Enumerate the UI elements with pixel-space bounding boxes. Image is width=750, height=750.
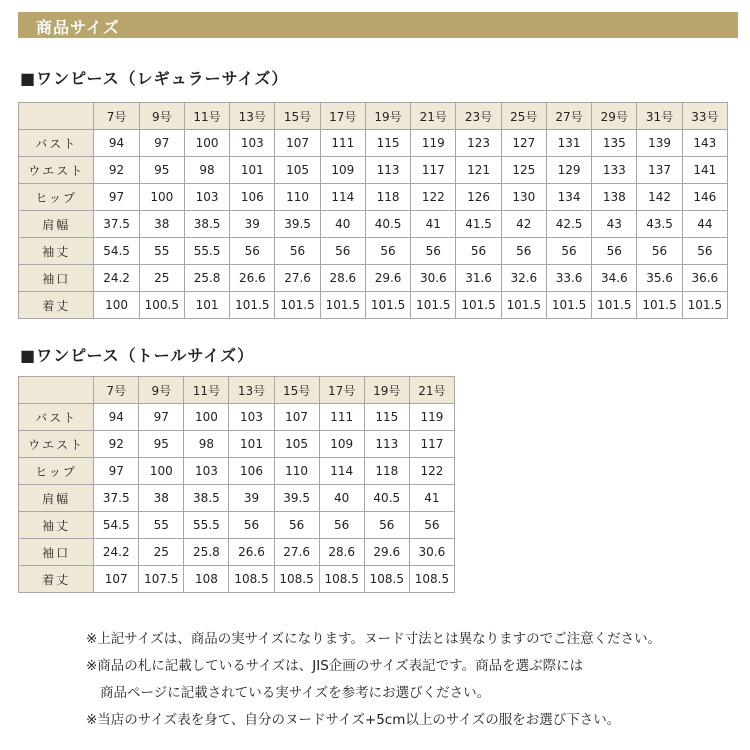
tall-size-table-body	[19, 377, 455, 593]
measurement-value: 38.5	[184, 485, 229, 512]
measurement-value: 27.6	[274, 539, 319, 566]
measurement-label: 袖丈	[19, 238, 94, 265]
measurement-value: 105	[275, 157, 320, 184]
measurement-value: 98	[184, 157, 229, 184]
measurement-value: 122	[409, 458, 454, 485]
section-header-title: 商品サイズ	[36, 18, 120, 37]
measurement-label: ウエスト	[19, 431, 94, 458]
measurement-value: 115	[364, 404, 409, 431]
measurement-value: 56	[456, 238, 501, 265]
measurement-value: 56	[592, 238, 637, 265]
size-column-header: 21号	[409, 377, 454, 404]
size-column-header: 9号	[139, 103, 184, 130]
measurement-value: 56	[409, 512, 454, 539]
measurement-value: 40.5	[364, 485, 409, 512]
measurement-value: 111	[320, 130, 365, 157]
measurement-value: 130	[501, 184, 546, 211]
measurement-value: 31.6	[456, 265, 501, 292]
measurement-value: 29.6	[365, 265, 410, 292]
size-column-header: 15号	[275, 103, 320, 130]
measurement-value: 92	[94, 431, 139, 458]
measurement-value: 101.5	[320, 292, 365, 319]
note-line: ※当店のサイズ表を身て、自分のヌードサイズ+5cm以上のサイズの服をお選び下さい。	[86, 712, 621, 728]
note-line: ※上記サイズは、商品の実サイズになります。ヌード寸法とは異なりますのでご注意ください。	[86, 631, 662, 647]
measurement-value: 143	[682, 130, 727, 157]
measurement-value: 101.5	[365, 292, 410, 319]
measurement-value: 121	[456, 157, 501, 184]
measurement-value: 25.8	[184, 265, 229, 292]
measurement-value: 56	[365, 238, 410, 265]
size-column-header: 11号	[184, 377, 229, 404]
table-row	[19, 539, 455, 566]
measurement-value: 97	[94, 458, 139, 485]
measurement-value: 55.5	[184, 512, 229, 539]
measurement-value: 107	[94, 566, 139, 593]
measurement-value: 135	[592, 130, 637, 157]
measurement-value: 100.5	[139, 292, 184, 319]
measurement-value: 41.5	[456, 211, 501, 238]
measurement-value: 43.5	[637, 211, 682, 238]
measurement-value: 118	[364, 458, 409, 485]
measurement-value: 36.6	[682, 265, 727, 292]
measurement-label: 袖口	[19, 539, 94, 566]
measurement-label: 袖丈	[19, 512, 94, 539]
size-header-row	[19, 377, 455, 404]
measurement-value: 110	[274, 458, 319, 485]
measurement-value: 111	[319, 404, 364, 431]
measurement-label: 着丈	[19, 292, 94, 319]
measurement-value: 39.5	[275, 211, 320, 238]
measurement-value: 56	[229, 512, 274, 539]
tall-size-table	[18, 376, 455, 593]
measurement-value: 113	[364, 431, 409, 458]
measurement-label: 着丈	[19, 566, 94, 593]
measurement-label: ヒップ	[19, 184, 94, 211]
size-column-header: 17号	[319, 377, 364, 404]
size-column-header: 19号	[365, 103, 410, 130]
measurement-value: 101	[184, 292, 229, 319]
measurement-value: 108.5	[319, 566, 364, 593]
measurement-value: 40.5	[365, 211, 410, 238]
measurement-value: 117	[409, 431, 454, 458]
measurement-value: 101.5	[456, 292, 501, 319]
measurement-value: 101	[230, 157, 275, 184]
measurement-value: 92	[94, 157, 139, 184]
measurement-value: 42.5	[546, 211, 591, 238]
measurement-value: 108.5	[409, 566, 454, 593]
measurement-value: 109	[319, 431, 364, 458]
measurement-value: 33.6	[546, 265, 591, 292]
measurement-value: 56	[274, 512, 319, 539]
table-row	[19, 130, 728, 157]
measurement-value: 109	[320, 157, 365, 184]
measurement-value: 100	[184, 130, 229, 157]
measurement-value: 125	[501, 157, 546, 184]
size-column-header: 13号	[230, 103, 275, 130]
measurement-value: 141	[682, 157, 727, 184]
measurement-value: 55	[139, 238, 184, 265]
measurement-value: 56	[546, 238, 591, 265]
size-column-header: 11号	[184, 103, 229, 130]
size-column-header: 17号	[320, 103, 365, 130]
measurement-value: 41	[409, 485, 454, 512]
measurement-value: 101	[229, 431, 274, 458]
measurement-value: 56	[682, 238, 727, 265]
measurement-value: 101.5	[682, 292, 727, 319]
measurement-value: 56	[411, 238, 456, 265]
measurement-value: 131	[546, 130, 591, 157]
measurement-value: 108.5	[229, 566, 274, 593]
measurement-value: 106	[229, 458, 274, 485]
measurement-value: 106	[230, 184, 275, 211]
measurement-value: 38	[139, 485, 184, 512]
measurement-label: ウエスト	[19, 157, 94, 184]
measurement-value: 103	[229, 404, 274, 431]
measurement-value: 39	[230, 211, 275, 238]
measurement-value: 44	[682, 211, 727, 238]
measurement-value: 39	[229, 485, 274, 512]
measurement-value: 56	[364, 512, 409, 539]
size-column-header: 23号	[456, 103, 501, 130]
measurement-value: 30.6	[409, 539, 454, 566]
measurement-value: 40	[320, 211, 365, 238]
measurement-value: 97	[139, 404, 184, 431]
measurement-value: 139	[637, 130, 682, 157]
table-row	[19, 211, 728, 238]
measurement-value: 56	[501, 238, 546, 265]
measurement-value: 29.6	[364, 539, 409, 566]
measurement-value: 100	[139, 184, 184, 211]
size-column-header: 15号	[274, 377, 319, 404]
measurement-value: 123	[456, 130, 501, 157]
table-row	[19, 485, 455, 512]
measurement-value: 119	[409, 404, 454, 431]
table-row	[19, 404, 455, 431]
measurement-value: 107.5	[139, 566, 184, 593]
measurement-value: 54.5	[94, 512, 139, 539]
table-row	[19, 238, 728, 265]
regular-size-title: ■ワンピース（レギュラーサイズ）	[20, 69, 289, 88]
measurement-value: 142	[637, 184, 682, 211]
measurement-value: 101.5	[275, 292, 320, 319]
size-column-header: 33号	[682, 103, 727, 130]
measurement-label: バスト	[19, 404, 94, 431]
measurement-label: 袖口	[19, 265, 94, 292]
measurement-value: 25.8	[184, 539, 229, 566]
table-row	[19, 184, 728, 211]
measurement-label: 肩幅	[19, 485, 94, 512]
measurement-value: 134	[546, 184, 591, 211]
measurement-value: 101.5	[592, 292, 637, 319]
table-row	[19, 265, 728, 292]
size-notes	[86, 626, 661, 734]
size-column-header: 27号	[546, 103, 591, 130]
measurement-value: 39.5	[274, 485, 319, 512]
size-column-header: 25号	[501, 103, 546, 130]
measurement-value: 95	[139, 431, 184, 458]
size-column-header: 29号	[592, 103, 637, 130]
measurement-value: 115	[365, 130, 410, 157]
measurement-value: 113	[365, 157, 410, 184]
measurement-value: 43	[592, 211, 637, 238]
measurement-value: 122	[411, 184, 456, 211]
measurement-value: 146	[682, 184, 727, 211]
size-column-header: 21号	[411, 103, 456, 130]
measurement-value: 30.6	[411, 265, 456, 292]
measurement-value: 101.5	[411, 292, 456, 319]
measurement-value: 26.6	[230, 265, 275, 292]
measurement-value: 26.6	[229, 539, 274, 566]
regular-size-table	[18, 102, 728, 319]
measurement-value: 133	[592, 157, 637, 184]
size-column-header: 7号	[94, 103, 139, 130]
table-corner-cell	[19, 377, 94, 404]
measurement-value: 108.5	[364, 566, 409, 593]
measurement-value: 94	[94, 404, 139, 431]
measurement-label: バスト	[19, 130, 94, 157]
measurement-value: 56	[319, 512, 364, 539]
measurement-value: 41	[411, 211, 456, 238]
measurement-value: 100	[139, 458, 184, 485]
measurement-value: 40	[319, 485, 364, 512]
measurement-value: 34.6	[592, 265, 637, 292]
measurement-value: 98	[184, 431, 229, 458]
measurement-value: 37.5	[94, 211, 139, 238]
measurement-value: 38.5	[184, 211, 229, 238]
note-line: ※商品の札に記載しているサイズは、JIS企画のサイズ表記です。商品を選ぶ際には	[86, 658, 584, 674]
regular-size-table-body	[19, 103, 728, 319]
measurement-value: 55	[139, 512, 184, 539]
measurement-value: 94	[94, 130, 139, 157]
measurement-value: 56	[637, 238, 682, 265]
table-row	[19, 512, 455, 539]
measurement-value: 110	[275, 184, 320, 211]
measurement-value: 108	[184, 566, 229, 593]
measurement-value: 114	[319, 458, 364, 485]
measurement-value: 100	[94, 292, 139, 319]
measurement-value: 126	[456, 184, 501, 211]
measurement-value: 101.5	[230, 292, 275, 319]
measurement-value: 118	[365, 184, 410, 211]
measurement-value: 103	[184, 458, 229, 485]
size-column-header: 9号	[139, 377, 184, 404]
measurement-value: 114	[320, 184, 365, 211]
measurement-value: 25	[139, 265, 184, 292]
measurement-value: 35.6	[637, 265, 682, 292]
measurement-value: 28.6	[320, 265, 365, 292]
measurement-value: 107	[274, 404, 319, 431]
measurement-value: 137	[637, 157, 682, 184]
measurement-value: 55.5	[184, 238, 229, 265]
measurement-value: 103	[184, 184, 229, 211]
table-row	[19, 292, 728, 319]
size-column-header: 19号	[364, 377, 409, 404]
measurement-value: 129	[546, 157, 591, 184]
measurement-value: 38	[139, 211, 184, 238]
tall-size-title: ■ワンピース（トールサイズ）	[20, 346, 255, 365]
measurement-value: 97	[139, 130, 184, 157]
size-column-header: 13号	[229, 377, 274, 404]
measurement-label: 肩幅	[19, 211, 94, 238]
size-header-row	[19, 103, 728, 130]
measurement-value: 101.5	[637, 292, 682, 319]
measurement-value: 24.2	[94, 539, 139, 566]
table-row	[19, 431, 455, 458]
measurement-value: 32.6	[501, 265, 546, 292]
table-corner-cell	[19, 103, 94, 130]
measurement-value: 117	[411, 157, 456, 184]
measurement-value: 28.6	[319, 539, 364, 566]
measurement-value: 107	[275, 130, 320, 157]
measurement-value: 42	[501, 211, 546, 238]
measurement-value: 108.5	[274, 566, 319, 593]
measurement-value: 27.6	[275, 265, 320, 292]
table-row	[19, 566, 455, 593]
table-row	[19, 458, 455, 485]
size-column-header: 7号	[94, 377, 139, 404]
measurement-value: 24.2	[94, 265, 139, 292]
measurement-value: 103	[230, 130, 275, 157]
measurement-value: 105	[274, 431, 319, 458]
note-line: 商品ページに記載されている実サイズを参考にお選びください。	[100, 685, 491, 701]
measurement-value: 101.5	[501, 292, 546, 319]
measurement-value: 25	[139, 539, 184, 566]
table-row	[19, 157, 728, 184]
measurement-value: 56	[320, 238, 365, 265]
measurement-value: 54.5	[94, 238, 139, 265]
measurement-value: 97	[94, 184, 139, 211]
measurement-value: 100	[184, 404, 229, 431]
measurement-value: 37.5	[94, 485, 139, 512]
measurement-value: 56	[275, 238, 320, 265]
measurement-value: 119	[411, 130, 456, 157]
measurement-value: 127	[501, 130, 546, 157]
measurement-value: 95	[139, 157, 184, 184]
section-header-bar	[18, 12, 738, 38]
measurement-label: ヒップ	[19, 458, 94, 485]
size-column-header: 31号	[637, 103, 682, 130]
measurement-value: 101.5	[546, 292, 591, 319]
measurement-value: 56	[230, 238, 275, 265]
measurement-value: 138	[592, 184, 637, 211]
